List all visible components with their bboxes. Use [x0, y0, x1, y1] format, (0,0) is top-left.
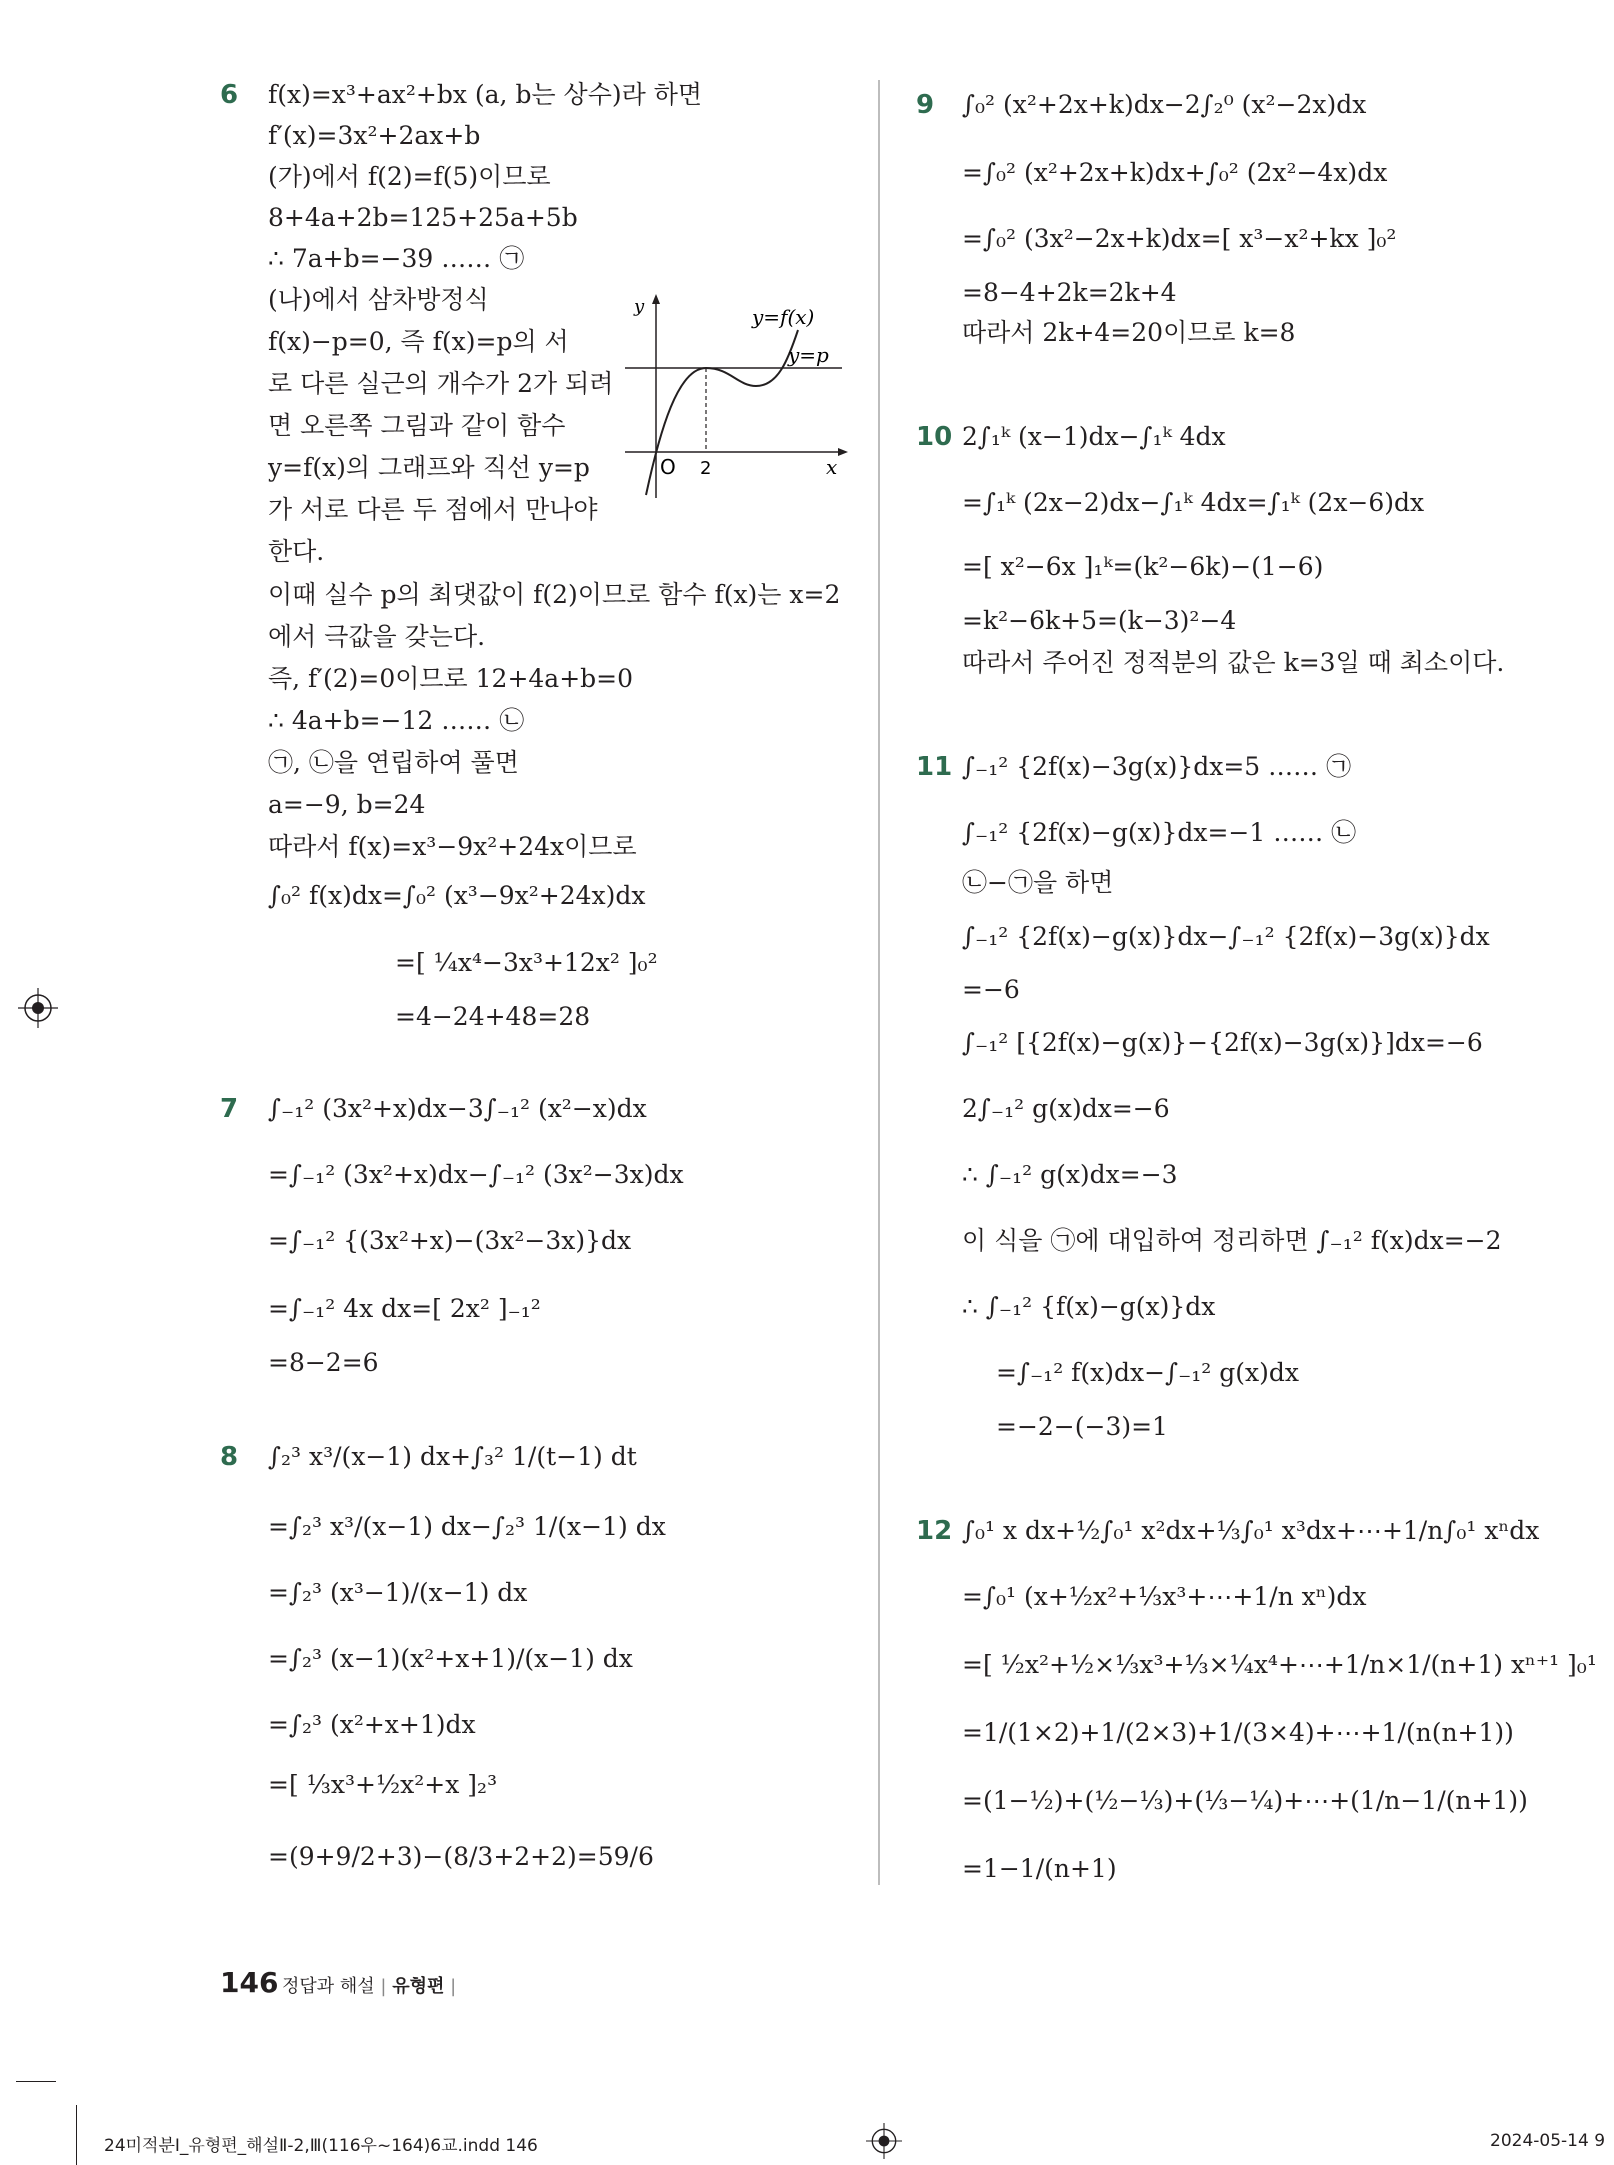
page-number: 146 — [220, 1966, 279, 1999]
graph-label-y: y — [634, 296, 645, 317]
p11-line: ∫₋₁² [{2f(x)−g(x)}−{2f(x)−3g(x)}]dx=−6 — [962, 1028, 1483, 1057]
p11-line: ∫₋₁² {2f(x)−g(x)}dx=−1 …… ㉡ — [962, 818, 1357, 847]
problem-6-number: 6 — [220, 80, 239, 110]
p7-line: =∫₋₁² (3x²+x)dx−∫₋₁² (3x²−3x)dx — [268, 1160, 684, 1189]
p10-line: =[ x²−6x ]₁ᵏ=(k²−6k)−(1−6) — [962, 552, 1324, 581]
p6-line: a=−9, b=24 — [268, 790, 426, 819]
p9-line: =∫₀² (3x²−2x+k)dx=[ x³−x²+kx ]₀² — [962, 224, 1397, 253]
p11-line: =−2−(−3)=1 — [996, 1412, 1168, 1441]
graph-label-f: y=f(x) — [752, 305, 815, 329]
problem-10-number: 10 — [916, 422, 953, 452]
footer-section: 유형편 — [392, 1976, 445, 1997]
print-slug-right: 2024-05-14 9 — [1490, 2131, 1606, 2151]
p8-line: =∫₂³ (x³−1)/(x−1) dx — [268, 1578, 528, 1607]
problem-12-number: 12 — [916, 1516, 953, 1546]
p6-line: (나)에서 삼차방정식 — [268, 285, 489, 314]
p11-line: ∴ ∫₋₁² {f(x)−g(x)}dx — [962, 1292, 1216, 1321]
p6-line: ∫₀² f(x)dx=∫₀² (x³−9x²+24x)dx — [268, 881, 646, 910]
p10-line: 따라서 주어진 정적분의 값은 k=3일 때 최소이다. — [962, 648, 1505, 677]
p11-line: =−6 — [962, 975, 1020, 1004]
p8-line: ∫₂³ x³/(x−1) dx+∫₃² 1/(t−1) dt — [268, 1442, 637, 1471]
p6-line: 따라서 f(x)=x³−9x²+24x이므로 — [268, 832, 637, 861]
p6-line: f(x)−p=0, 즉 f(x)=p의 서 — [268, 327, 569, 356]
p6-line: 면 오른쪽 그림과 같이 함수 — [268, 411, 566, 440]
p12-line: ∫₀¹ x dx+½∫₀¹ x²dx+⅓∫₀¹ x³dx+⋯+1/n∫₀¹ xⁿdx — [962, 1516, 1540, 1545]
p6-line: 8+4a+2b=125+25a+5b — [268, 203, 578, 232]
p8-line: =∫₂³ (x²+x+1)dx — [268, 1710, 476, 1739]
graph-label-p: y=p — [788, 343, 829, 367]
p8-line: =∫₂³ (x−1)(x²+x+1)/(x−1) dx — [268, 1644, 633, 1673]
p12-line: =∫₀¹ (x+½x²+⅓x³+⋯+1/n xⁿ)dx — [962, 1582, 1367, 1611]
p9-line: 따라서 2k+4=20이므로 k=8 — [962, 318, 1296, 347]
crop-mark — [76, 2105, 77, 2165]
p11-line: ∫₋₁² {2f(x)−g(x)}dx−∫₋₁² {2f(x)−3g(x)}dx — [962, 922, 1490, 951]
p6-line: =[ ¼x⁴−3x³+12x² ]₀² — [395, 948, 658, 977]
graph-tick-2: 2 — [700, 458, 712, 479]
p6-line: f(x)=x³+ax²+bx (a, b는 상수)라 하면 — [268, 80, 702, 109]
p6-line: =4−24+48=28 — [395, 1002, 591, 1031]
p6-line: 가 서로 다른 두 점에서 만나야 — [268, 495, 598, 524]
p8-line: =[ ⅓x³+½x²+x ]₂³ — [268, 1770, 498, 1799]
crop-mark — [16, 2081, 56, 2082]
registration-mark-icon — [18, 988, 58, 1028]
p12-line: =1/(1×2)+1/(2×3)+1/(3×4)+⋯+1/(n(n+1)) — [962, 1718, 1514, 1747]
p8-line: =(9+9/2+3)−(8/3+2+2)=59/6 — [268, 1842, 654, 1871]
problem-7-number: 7 — [220, 1094, 239, 1124]
p6-line: (가)에서 f(2)=f(5)이므로 — [268, 162, 551, 191]
column-divider — [878, 80, 880, 1885]
p11-line: ∫₋₁² {2f(x)−3g(x)}dx=5 …… ㉠ — [962, 752, 1352, 781]
p10-line: 2∫₁ᵏ (x−1)dx−∫₁ᵏ 4dx — [962, 422, 1226, 451]
footer-text: 정답과 해설 — [282, 1976, 375, 1997]
p11-line: ㉡−㉠을 하면 — [962, 868, 1114, 897]
p9-line: =8−4+2k=2k+4 — [962, 278, 1177, 307]
graph-label-x: x — [826, 455, 838, 479]
p6-line: 이때 실수 p의 최댓값이 f(2)이므로 함수 f(x)는 x=2 — [268, 580, 841, 609]
graph-x-arrow — [838, 448, 848, 456]
p12-line: =[ ½x²+½×⅓x³+⅓×¼x⁴+⋯+1/n×1/(n+1) xⁿ⁺¹ ]₀¹ — [962, 1650, 1597, 1679]
p12-line: =(1−½)+(½−⅓)+(⅓−¼)+⋯+(1/n−1/(n+1)) — [962, 1786, 1528, 1815]
p12-line: =1−1/(n+1) — [962, 1854, 1117, 1883]
footer-label: 정답과 해설 | 유형편 | — [282, 1976, 457, 1997]
p7-line: =∫₋₁² {(3x²+x)−(3x²−3x)}dx — [268, 1226, 632, 1255]
p11-line: =∫₋₁² f(x)dx−∫₋₁² g(x)dx — [996, 1358, 1299, 1387]
cubic-graph — [620, 290, 850, 505]
p7-line: =8−2=6 — [268, 1348, 379, 1377]
problem-8-number: 8 — [220, 1442, 239, 1472]
problem-11-number: 11 — [916, 752, 953, 782]
graph-y-arrow — [652, 294, 660, 304]
p6-line: 에서 극값을 갖는다. — [268, 622, 486, 651]
p6-line: 로 다른 실근의 개수가 2가 되려 — [268, 369, 614, 398]
p6-line: y=f(x)의 그래프와 직선 y=p — [268, 453, 590, 482]
p9-line: =∫₀² (x²+2x+k)dx+∫₀² (2x²−4x)dx — [962, 158, 1388, 187]
p8-line: =∫₂³ x³/(x−1) dx−∫₂³ 1/(x−1) dx — [268, 1512, 666, 1541]
p7-line: =∫₋₁² 4x dx=[ 2x² ]₋₁² — [268, 1294, 541, 1323]
p11-line: 이 식을 ㉠에 대입하여 정리하면 ∫₋₁² f(x)dx=−2 — [962, 1226, 1502, 1255]
registration-mark-icon — [866, 2123, 902, 2159]
p6-line: ∴ 4a+b=−12 …… ㉡ — [268, 706, 525, 735]
p7-line: ∫₋₁² (3x²+x)dx−3∫₋₁² (x²−x)dx — [268, 1094, 647, 1123]
p11-line: ∴ ∫₋₁² g(x)dx=−3 — [962, 1160, 1178, 1189]
p6-line: 한다. — [268, 537, 325, 566]
problem-9-number: 9 — [916, 90, 935, 120]
p6-line: ∴ 7a+b=−39 …… ㉠ — [268, 244, 525, 273]
p6-line: ㉠, ㉡을 연립하여 풀면 — [268, 748, 519, 777]
graph-label-origin: O — [660, 455, 676, 479]
print-slug-left: 24미적분Ⅰ_유형편_해설Ⅱ-2,Ⅲ(116우~164)6교.indd 146 — [104, 2136, 538, 2156]
p10-line: =k²−6k+5=(k−3)²−4 — [962, 606, 1237, 635]
p9-line: ∫₀² (x²+2x+k)dx−2∫₂⁰ (x²−2x)dx — [962, 90, 1367, 119]
p6-line: f′(x)=3x²+2ax+b — [268, 121, 481, 150]
p6-line: 즉, f′(2)=0이므로 12+4a+b=0 — [268, 664, 634, 693]
p11-line: 2∫₋₁² g(x)dx=−6 — [962, 1094, 1170, 1123]
p10-line: =∫₁ᵏ (2x−2)dx−∫₁ᵏ 4dx=∫₁ᵏ (2x−6)dx — [962, 488, 1425, 517]
